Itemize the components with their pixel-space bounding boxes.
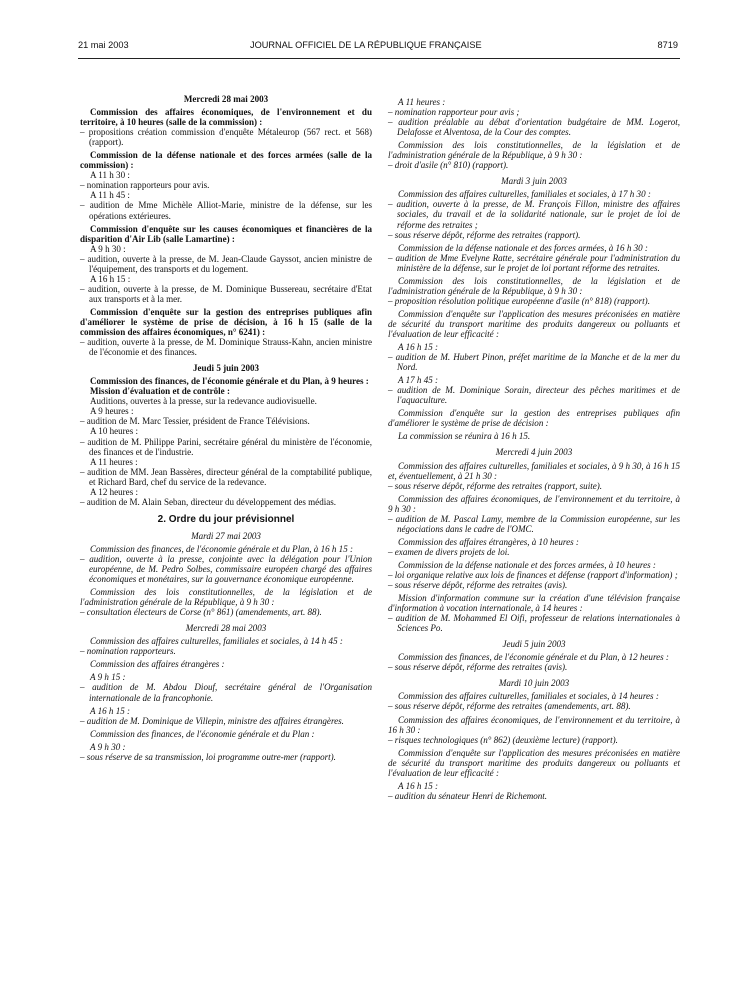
agenda-item: – proposition résolution politique européenne d'asile (n° 818) (rapport). (388, 296, 680, 306)
agenda-item: – audition de M. Dominique de Villepin, ministre des affaires étrangères. (80, 716, 372, 726)
header-page-number: 8719 (657, 40, 678, 50)
committee-heading: Commission d'enquête sur les causes économiques et financières de la disparition d'Air Lib (salle Lamartine) : (80, 223, 372, 244)
day-heading: Mardi 10 juin 2003 (498, 678, 570, 689)
schedule-line: Commission des lois constitutionnelles, de la législation et de l'administration générale de la République, à 9 h 30 : (388, 140, 680, 161)
agenda-item: – audition de M. Alain Seban, directeur du développement des médias. (80, 497, 372, 507)
agenda-item: – audition, ouverte à la presse, de M. François Fillon, ministre des affaires sociales, du travail et de la solidarité nationale, sur le projet de loi de réforme des retraites ; (388, 199, 680, 229)
section-title: 2. Ordre du jour prévisionnel (157, 513, 295, 525)
schedule-line: Commission des affaires étrangères : (90, 659, 225, 670)
schedule-line: A 11 heures : (90, 456, 138, 467)
schedule-line: Commission des finances, de l'économie générale et du Plan, à 16 h 15 : (90, 543, 353, 554)
agenda-item: – audition de Mme Evelyne Ratte, secrétaire générale pour l'administration du ministère de la défense, sur le projet de loi portant réforme des retraites. (388, 253, 680, 273)
schedule-line: Commission des affaires culturelles, familiales et sociales, à 9 h 30, à 16 h 15 et, éventuellement, à 21 h 30 : (388, 460, 680, 481)
schedule-line: Commission de la défense nationale et des forces armées, à 10 heures : (398, 559, 656, 570)
agenda-item: – nomination rapporteur pour avis ; (388, 107, 680, 117)
schedule-line: Commission des affaires étrangères, à 10 heures : (398, 536, 579, 547)
schedule-line: A 10 heures : (90, 426, 138, 437)
schedule-line: A 9 heures : (90, 406, 134, 417)
agenda-item: – sous réserve dépôt, réforme des retraites (avis). (388, 662, 680, 672)
agenda-item: – audition de M. Philippe Parini, secrétaire général du ministère de l'économie, des finances et de l'industrie. (80, 437, 372, 457)
schedule-line: Commission des lois constitutionnelles, de la législation et de l'administration générale de la République, à 9 h 30 : (80, 587, 372, 608)
header-rule (78, 58, 680, 59)
agenda-item: – sous réserve de sa transmission, loi programme outre-mer (rapport). (80, 752, 372, 762)
schedule-line: Mission d'information commune sur la création d'une télévision française d'information à vocation internationale, à 14 heures : (388, 593, 680, 614)
day-heading: Mercredi 28 mai 2003 (185, 623, 267, 634)
left-column (80, 94, 372, 762)
agenda-item: – audition, ouverte à la presse, de M. Dominique Strauss-Kahn, ancien ministre de l'économie et des finances. (80, 337, 372, 357)
right-column (388, 94, 680, 801)
committee-heading: Commission des affaires économiques, de l'environnement et du territoire, à 10 heures (salle de la commission) : (80, 107, 372, 128)
agenda-item: – audition de MM. Jean Bassères, directeur général de la comptabilité publique, et Richard Bard, chef du service de la redevance. (80, 467, 372, 487)
committee-heading: Commission des finances, de l'économie générale et du Plan, à 9 heures : (90, 376, 369, 387)
schedule-line: A 9 h 30 : (90, 741, 126, 752)
schedule-line: Commission de la défense nationale et des forces armées, à 16 h 30 : (398, 242, 648, 253)
agenda-item: – sous réserve dépôt, réforme des retraites (amendements, art. 88). (388, 701, 680, 711)
schedule-line: Commission des affaires culturelles, familiales et sociales, à 17 h 30 : (398, 189, 651, 200)
day-heading: Mardi 27 mai 2003 (191, 530, 261, 541)
schedule-line: Commission d'enquête sur l'application des mesures préconisées en matière de sécurité du transport maritime des produits dangereux ou polluants et l'évaluation de leur efficacité : (388, 747, 680, 778)
schedule-line: Auditions, ouvertes à la presse, sur la redevance audiovisuelle. (90, 396, 317, 407)
committee-heading: Commission d'enquête sur la gestion des entreprises publiques afin d'améliorer le système de prise de décision, à 16 h 15 (salle de la commission des affaires économiques, n° 6241) : (80, 306, 372, 338)
mission-heading: Mission d'évaluation et de contrôle : (90, 386, 230, 397)
agenda-item: – nomination rapporteurs pour avis. (80, 180, 372, 190)
schedule-line: A 16 h 15 : (90, 705, 131, 716)
schedule-line: Commission des affaires culturelles, familiales et sociales, à 14 h 45 : (90, 636, 343, 647)
schedule-line: A 12 heures : (90, 486, 138, 497)
schedule-line: A 16 h 15 : (398, 342, 439, 353)
schedule-line: A 16 h 15 : (398, 780, 439, 791)
agenda-item: – audition de M. Abdou Diouf, secrétaire général de l'Organisation internationale de la francophonie. (80, 682, 372, 702)
agenda-item: – nomination rapporteurs. (80, 646, 372, 656)
schedule-line: A 9 h 30 : (90, 243, 126, 254)
day-heading: Jeudi 5 juin 2003 (192, 363, 260, 374)
running-header (78, 40, 678, 54)
day-heading: Mardi 3 juin 2003 (501, 176, 567, 187)
schedule-line: Commission d'enquête sur l'application des mesures préconisées en matière de sécurité du transport maritime des produits dangereux ou polluants et l'évaluation de leur efficacité : (388, 308, 680, 339)
header-journal-title: JOURNAL OFFICIEL DE LA RÉPUBLIQUE FRANÇAISE (250, 40, 482, 50)
agenda-item: – sous réserve dépôt, réforme des retraites (rapport, suite). (388, 481, 680, 491)
agenda-item: – audition, ouverte à la presse, de M. Dominique Bussereau, secrétaire d'Etat aux transports et à la mer. (80, 284, 372, 304)
agenda-item: – examen de divers projets de loi. (388, 547, 680, 557)
agenda-item: – audition de M. Pascal Lamy, membre de la Commission européenne, sur les négociations dans le cadre de l'OMC. (388, 514, 680, 534)
agenda-item: – audition préalable au débat d'orientation budgétaire de MM. Logerot, Delafosse et Alventosa, de la Cour des comptes. (388, 117, 680, 137)
agenda-item: – sous réserve dépôt, réforme des retraites (avis). (388, 580, 680, 590)
day-heading: Mercredi 4 juin 2003 (495, 447, 573, 458)
agenda-item: – loi organique relative aux lois de finances et défense (rapport d'information) ; (388, 570, 680, 580)
agenda-item: – propositions création commission d'enquête Métaleurop (567 rect. et 568) (rapport). (80, 127, 372, 147)
schedule-line: Commission des affaires économiques, de l'environnement et du territoire, à 16 h 30 : (388, 714, 680, 735)
schedule-line: La commission se réunira à 16 h 15. (398, 431, 531, 442)
schedule-line: Commission d'enquête sur la gestion des entreprises publiques afin d'améliorer le système de prise de décision : (388, 408, 680, 429)
day-heading: Jeudi 5 juin 2003 (502, 639, 566, 650)
schedule-line: Commission des lois constitutionnelles, de la législation et de l'administration générale de la République, à 9 h 30 : (388, 275, 680, 296)
schedule-line: A 11 h 30 : (90, 170, 130, 181)
schedule-line: A 11 h 45 : (90, 190, 130, 201)
agenda-item: – audition, ouverte à la presse, conjointe avec la délégation pour l'Union européenne, de M. Pedro Solbes, commissaire européen chargé des affaires économiques et monétaires, sur la gouvernance économique européenne. (80, 554, 372, 584)
schedule-line: A 16 h 15 : (90, 273, 131, 284)
agenda-item: – audition de M. Hubert Pinon, préfet maritime de la Manche et de la mer du Nord. (388, 352, 680, 372)
schedule-line: Commission des affaires économiques, de l'environnement et du territoire, à 9 h 30 : (388, 493, 680, 514)
agenda-item: – risques technologiques (n° 862) (deuxième lecture) (rapport). (388, 735, 680, 745)
schedule-line: Commission des finances, de l'économie générale et du Plan, à 12 heures : (398, 652, 669, 663)
agenda-item: – audition de M. Marc Tessier, président de France Télévisions. (80, 416, 372, 426)
agenda-item: – audition de Mme Michèle Alliot-Marie, ministre de la défense, sur les opérations extérieures. (80, 200, 372, 220)
schedule-line: A 17 h 45 : (398, 375, 439, 386)
schedule-line: Commission des finances, de l'économie générale et du Plan : (90, 728, 315, 739)
agenda-item: – consultation électeurs de Corse (n° 861) (amendements, art. 88). (80, 607, 372, 617)
header-date: 21 mai 2003 (78, 40, 129, 50)
schedule-line: A 11 heures : (398, 97, 446, 107)
schedule-line: Commission des affaires culturelles, familiales et sociales, à 14 heures : (398, 691, 659, 702)
agenda-item: – sous réserve dépôt, réforme des retraites (rapport). (388, 230, 680, 240)
committee-heading: Commission de la défense nationale et des forces armées (salle de la commission) : (80, 150, 372, 171)
schedule-line: A 9 h 15 : (90, 672, 126, 683)
agenda-item: – audition du sénateur Henri de Richemont. (388, 791, 680, 801)
day-heading: Mercredi 28 mai 2003 (183, 94, 269, 104)
agenda-item: – audition, ouverte à la presse, de M. Jean-Claude Gayssot, ancien ministre de l'équipement, des transports et du logement. (80, 254, 372, 274)
agenda-item: – audition de M. Mohammed El Oifi, professeur de relations internationales à Sciences Po. (388, 613, 680, 633)
agenda-item: – audition de M. Dominique Sorain, directeur des pêches maritimes et de l'aquaculture. (388, 385, 680, 405)
agenda-item: – droit d'asile (n° 810) (rapport). (388, 160, 680, 170)
